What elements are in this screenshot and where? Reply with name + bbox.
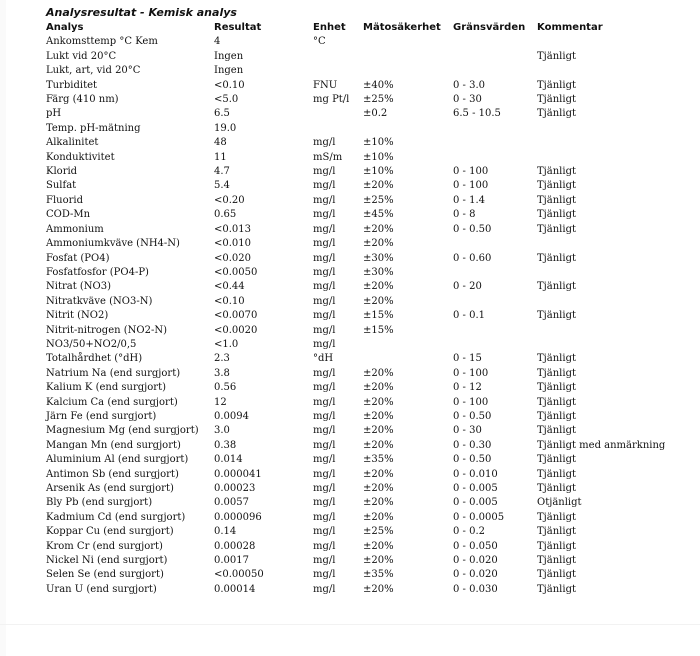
cell-kommentar: Tjänligt (537, 468, 576, 480)
cell-kommentar (537, 338, 667, 352)
table-row (46, 367, 667, 381)
cell-enhet (313, 107, 363, 121)
cell-analys: Nitratkväve (NO3-N) (46, 295, 153, 307)
cell-matosakerhet: ±35% (363, 569, 394, 581)
cell-matosakerhet: ±20% (363, 439, 394, 451)
cell-enhet: mg/l (313, 454, 336, 466)
cell-analys: Magnesium Mg (end surgjort) (46, 425, 199, 437)
cell-matosakerhet: ±20% (363, 410, 394, 422)
cell-matosakerhet: ±10% (363, 151, 394, 163)
table-row (46, 482, 667, 496)
header-gransvarden: Gränsvärden (453, 22, 526, 33)
cell-enhet: mg/l (313, 238, 336, 250)
cell-matosakerhet: ±15% (363, 324, 394, 336)
cell-resultat: 0.0017 (214, 555, 249, 567)
cell-gransvarden: 0 - 100 (453, 180, 489, 192)
cell-matosakerhet: ±20% (363, 382, 394, 394)
table-row (46, 324, 667, 338)
cell-kommentar: Tjänligt (537, 396, 576, 408)
cell-resultat: <0.10 (214, 79, 245, 91)
cell-kommentar: Tjänligt (537, 425, 576, 437)
cell-enhet: mg/l (313, 396, 336, 408)
cell-kommentar (537, 122, 667, 136)
cell-matosakerhet: ±20% (363, 583, 394, 595)
cell-matosakerhet (363, 64, 453, 78)
cell-analys: Antimon Sb (end surgjort) (46, 468, 179, 480)
cell-analys: Järn Fe (end surgjort) (46, 410, 157, 422)
cell-matosakerhet (363, 338, 453, 352)
cell-kommentar: Tjänligt med anmärkning (537, 439, 666, 451)
table-row (46, 93, 667, 107)
header-kommentar: Kommentar (537, 22, 603, 33)
table-row (46, 266, 667, 280)
cell-gransvarden: 0 - 0.0005 (453, 511, 505, 523)
cell-matosakerhet: ±20% (363, 238, 394, 250)
cell-gransvarden: 0 - 30 (453, 425, 482, 437)
cell-analys: COD-Mn (46, 209, 91, 221)
cell-enhet: mg/l (313, 166, 336, 178)
cell-resultat: 3.0 (214, 425, 230, 437)
cell-resultat: 0.56 (214, 382, 237, 394)
cell-resultat: <1.0 (214, 338, 239, 350)
cell-analys: Krom Cr (end surgjort) (46, 540, 163, 552)
cell-analys: Natrium Na (end surgjort) (46, 367, 181, 379)
cell-enhet (313, 64, 363, 78)
table-row (46, 165, 667, 179)
cell-enhet: FNU (313, 79, 338, 91)
table-row (46, 439, 667, 453)
table-header-row (46, 21, 667, 35)
table-row (46, 496, 667, 510)
cell-enhet: mS/m (313, 151, 343, 163)
cell-matosakerhet: ±40% (363, 79, 394, 91)
cell-analys: Aluminium Al (end surgjort) (46, 454, 189, 466)
cell-resultat: <5.0 (214, 94, 239, 106)
cell-resultat: 19.0 (214, 122, 237, 134)
cell-matosakerhet: ±20% (363, 223, 394, 235)
cell-gransvarden: 0 - 0.60 (453, 252, 492, 264)
table-row (46, 309, 667, 323)
cell-analys: Konduktivitet (46, 151, 115, 163)
cell-gransvarden: 0 - 0.2 (453, 526, 486, 538)
cell-gransvarden: 0 - 100 (453, 367, 489, 379)
cell-matosakerhet: ±10% (363, 137, 394, 149)
cell-gransvarden: 0 - 0.30 (453, 439, 492, 451)
cell-gransvarden: 0 - 0.020 (453, 569, 498, 581)
cell-gransvarden (453, 151, 537, 165)
cell-kommentar (537, 295, 667, 309)
cell-enhet: mg/l (313, 367, 336, 379)
cell-gransvarden: 0 - 100 (453, 396, 489, 408)
cell-resultat: 0.00023 (214, 483, 256, 494)
cell-kommentar: Tjänligt (537, 209, 576, 221)
cell-analys: Nickel Ni (end surgjort) (46, 555, 168, 567)
table-row (46, 136, 667, 150)
cell-analys: Temp. pH-mätning (46, 122, 141, 134)
cell-enhet: mg/l (313, 223, 336, 235)
cell-analys: Totalhårdhet (°dH) (46, 353, 143, 365)
table-row (46, 396, 667, 410)
cell-enhet: mg/l (313, 410, 336, 422)
cell-analys: Fosfat (PO4) (46, 252, 110, 264)
cell-kommentar: Tjänligt (537, 483, 576, 494)
table-row (46, 583, 667, 597)
cell-enhet: mg/l (313, 468, 336, 480)
table-row (46, 208, 667, 222)
cell-enhet: mg/l (313, 569, 336, 581)
cell-resultat: Ingen (214, 65, 244, 77)
cell-resultat: 12 (214, 396, 227, 408)
cell-kommentar (537, 266, 667, 280)
cell-analys: Koppar Cu (end surgjort) (46, 526, 174, 538)
cell-analys: Lukt, art, vid 20°C (46, 65, 141, 77)
table-row (46, 79, 667, 93)
cell-analys: Ammoniumkväve (NH4-N) (46, 238, 180, 250)
cell-gransvarden (453, 64, 537, 78)
cell-gransvarden: 0 - 8 (453, 209, 476, 221)
table-row (46, 194, 667, 208)
cell-resultat: <0.0070 (214, 310, 258, 322)
table-row (46, 280, 667, 294)
cell-kommentar: Tjänligt (537, 367, 576, 379)
cell-resultat: 3.8 (214, 367, 230, 379)
table-row (46, 151, 667, 165)
cell-resultat: 0.000041 (214, 468, 262, 480)
cell-analys: Nitrit (NO2) (46, 310, 109, 322)
cell-gransvarden: 0 - 0.020 (453, 555, 498, 567)
cell-gransvarden: 0 - 100 (453, 166, 489, 178)
cell-resultat: <0.10 (214, 295, 245, 307)
page-edge (0, 0, 6, 656)
table-row (46, 122, 667, 136)
header-matosakerhet: Mätosäkerhet (363, 22, 441, 33)
table-row (46, 50, 667, 64)
cell-analys: Bly Pb (end surgjort) (46, 497, 153, 509)
cell-matosakerhet: ±15% (363, 310, 394, 322)
table-row (46, 237, 667, 251)
cell-gransvarden: 0 - 0.005 (453, 483, 498, 494)
cell-resultat: <0.020 (214, 252, 252, 264)
table-row (46, 424, 667, 438)
table-row (46, 410, 667, 424)
cell-gransvarden: 0 - 20 (453, 281, 482, 293)
cell-matosakerhet: ±30% (363, 252, 394, 264)
cell-analys: Sulfat (46, 180, 77, 192)
cell-gransvarden: 0 - 3.0 (453, 79, 486, 91)
cell-kommentar: Tjänligt (537, 526, 576, 538)
cell-enhet: mg/l (313, 252, 336, 264)
cell-gransvarden (453, 295, 537, 309)
cell-resultat: 2.3 (214, 353, 230, 365)
cell-matosakerhet: ±20% (363, 540, 394, 552)
table-row (46, 381, 667, 395)
cell-analys: Lukt vid 20°C (46, 50, 117, 62)
cell-gransvarden: 0 - 0.005 (453, 497, 498, 509)
cell-resultat: 0.000096 (214, 511, 262, 523)
cell-enhet: °C (313, 36, 326, 48)
cell-enhet: mg/l (313, 382, 336, 394)
cell-matosakerhet (363, 122, 453, 136)
cell-resultat: <0.0020 (214, 324, 258, 336)
table-row (46, 35, 667, 49)
cell-enhet: mg/l (313, 324, 336, 336)
cell-matosakerhet (363, 352, 453, 366)
cell-gransvarden: 6.5 - 10.5 (453, 108, 501, 120)
cell-kommentar: Tjänligt (537, 540, 576, 552)
cell-analys: Fluorid (46, 194, 83, 206)
table-row (46, 568, 667, 582)
cell-kommentar: Tjänligt (537, 410, 576, 422)
cell-kommentar (537, 64, 667, 78)
cell-kommentar: Tjänligt (537, 353, 576, 365)
cell-kommentar (537, 324, 667, 338)
cell-matosakerhet: ±20% (363, 511, 394, 523)
cell-matosakerhet: ±35% (363, 454, 394, 466)
cell-matosakerhet: ±25% (363, 94, 394, 106)
cell-enhet: mg/l (313, 439, 336, 451)
cell-enhet: mg/l (313, 180, 336, 192)
cell-kommentar (537, 35, 667, 49)
cell-enhet: mg/l (313, 540, 336, 552)
cell-enhet: mg/l (313, 194, 336, 206)
table-body (46, 35, 667, 597)
cell-gransvarden (453, 266, 537, 280)
cell-resultat: 0.14 (214, 526, 237, 538)
table-row (46, 511, 667, 525)
cell-kommentar: Tjänligt (537, 108, 576, 120)
cell-kommentar: Tjänligt (537, 223, 576, 235)
cell-analys: Nitrat (NO3) (46, 281, 112, 293)
cell-resultat: 0.014 (214, 454, 243, 466)
cell-matosakerhet: ±20% (363, 483, 394, 494)
cell-matosakerhet: ±20% (363, 367, 394, 379)
cell-analys: Nitrit-nitrogen (NO2-N) (46, 324, 167, 336)
cell-matosakerhet: ±30% (363, 266, 394, 278)
table-row (46, 179, 667, 193)
cell-gransvarden (453, 324, 537, 338)
cell-kommentar: Tjänligt (537, 166, 576, 178)
cell-analys: Arsenik As (end surgjort) (46, 483, 174, 494)
header-analys: Analys (46, 22, 84, 33)
cell-gransvarden (453, 35, 537, 49)
cell-kommentar: Tjänligt (537, 583, 576, 595)
cell-enhet: mg/l (313, 137, 336, 149)
cell-enhet: mg/l (313, 526, 336, 538)
cell-analys: Ankomsttemp °C Kem (46, 36, 158, 48)
cell-resultat: 0.38 (214, 439, 237, 451)
cell-matosakerhet: ±20% (363, 396, 394, 408)
report-title: Analysresultat - Kemisk analys (46, 6, 237, 19)
cell-kommentar: Tjänligt (537, 94, 576, 106)
cell-resultat: 4.7 (214, 166, 230, 178)
cell-kommentar: Tjänligt (537, 252, 576, 264)
cell-enhet: mg/l (313, 555, 336, 567)
cell-gransvarden: 0 - 0.1 (453, 310, 486, 322)
cell-resultat: 0.65 (214, 209, 237, 221)
cell-kommentar (537, 136, 667, 150)
cell-resultat: <0.44 (214, 281, 245, 293)
table-row (46, 107, 667, 121)
cell-gransvarden: 0 - 0.50 (453, 223, 492, 235)
cell-analys: Kalcium Ca (end surgjort) (46, 396, 178, 408)
cell-enhet: mg/l (313, 281, 336, 293)
cell-kommentar: Tjänligt (537, 50, 576, 62)
cell-analys: Mangan Mn (end surgjort) (46, 439, 181, 451)
cell-gransvarden: 0 - 30 (453, 94, 482, 106)
table-row (46, 295, 667, 309)
cell-resultat: 0.00028 (214, 540, 256, 552)
cell-analys: Kadmium Cd (end surgjort) (46, 511, 186, 523)
cell-analys: Kalium K (end surgjort) (46, 382, 166, 394)
cell-resultat: 4 (214, 36, 221, 48)
cell-gransvarden (453, 136, 537, 150)
table-row (46, 453, 667, 467)
cell-kommentar: Tjänligt (537, 194, 576, 206)
cell-analys: NO3/50+NO2/0,5 (46, 338, 137, 350)
cell-kommentar: Otjänligt (537, 497, 582, 509)
cell-gransvarden: 0 - 12 (453, 382, 482, 394)
cell-matosakerhet: ±20% (363, 281, 394, 293)
cell-kommentar: Tjänligt (537, 79, 576, 91)
cell-matosakerhet: ±20% (363, 180, 394, 192)
table-row (46, 352, 667, 366)
cell-resultat: Ingen (214, 50, 244, 62)
cell-analys: Fosfatfosfor (PO4-P) (46, 266, 149, 278)
analysis-table (46, 21, 667, 597)
cell-enhet: mg/l (313, 295, 336, 307)
cell-matosakerhet: ±20% (363, 468, 394, 480)
cell-kommentar: Tjänligt (537, 569, 576, 581)
cell-matosakerhet: ±20% (363, 497, 394, 509)
table-row (46, 64, 667, 78)
cell-kommentar: Tjänligt (537, 281, 576, 293)
cell-matosakerhet: ±20% (363, 555, 394, 567)
cell-enhet: mg/l (313, 511, 336, 523)
cell-resultat: 6.5 (214, 108, 230, 120)
cell-kommentar (537, 237, 667, 251)
cell-resultat: 0.0057 (214, 497, 249, 509)
cell-kommentar (537, 151, 667, 165)
cell-gransvarden (453, 50, 537, 64)
cell-gransvarden: 0 - 0.050 (453, 540, 498, 552)
cell-matosakerhet: ±20% (363, 425, 394, 437)
cell-matosakerhet: ±45% (363, 209, 394, 221)
cell-kommentar: Tjänligt (537, 310, 576, 322)
cell-kommentar: Tjänligt (537, 511, 576, 523)
cell-gransvarden: 0 - 1.4 (453, 194, 486, 206)
header-enhet: Enhet (313, 22, 346, 33)
table-row (46, 223, 667, 237)
cell-resultat: 5.4 (214, 180, 230, 192)
cell-resultat: 0.0094 (214, 410, 249, 422)
table-row (46, 338, 667, 352)
cell-matosakerhet: ±25% (363, 194, 394, 206)
cell-matosakerhet (363, 50, 453, 64)
cell-analys: Uran U (end surgjort) (46, 583, 157, 595)
cell-gransvarden: 0 - 0.50 (453, 410, 492, 422)
table-row (46, 525, 667, 539)
table-row (46, 554, 667, 568)
cell-analys: Alkalinitet (46, 137, 99, 149)
cell-enhet: mg/l (313, 483, 336, 494)
page-bottom-rule (0, 624, 700, 625)
cell-enhet: mg/l (313, 583, 336, 595)
cell-resultat: 48 (214, 137, 227, 149)
cell-enhet (313, 122, 363, 136)
cell-kommentar: Tjänligt (537, 555, 576, 567)
table-row (46, 252, 667, 266)
cell-resultat: <0.0050 (214, 266, 258, 278)
cell-kommentar: Tjänligt (537, 180, 576, 192)
table-row (46, 468, 667, 482)
table-row (46, 540, 667, 554)
cell-enhet (313, 50, 363, 64)
cell-resultat: <0.00050 (214, 569, 264, 581)
cell-enhet: mg/l (313, 209, 336, 221)
cell-analys: Klorid (46, 166, 78, 178)
cell-matosakerhet: ±0.2 (363, 108, 388, 120)
cell-analys: Turbiditet (46, 79, 98, 91)
cell-matosakerhet (363, 35, 453, 49)
cell-enhet: mg/l (313, 425, 336, 437)
cell-matosakerhet: ±10% (363, 166, 394, 178)
cell-matosakerhet: ±20% (363, 295, 394, 307)
cell-gransvarden: 0 - 0.010 (453, 468, 498, 480)
cell-matosakerhet: ±25% (363, 526, 394, 538)
cell-enhet: °dH (313, 353, 334, 365)
cell-gransvarden: 0 - 15 (453, 353, 482, 365)
cell-gransvarden (453, 338, 537, 352)
cell-gransvarden (453, 122, 537, 136)
cell-gransvarden: 0 - 0.030 (453, 583, 498, 595)
cell-kommentar: Tjänligt (537, 382, 576, 394)
cell-kommentar: Tjänligt (537, 454, 576, 466)
cell-enhet: mg/l (313, 310, 336, 322)
cell-enhet: mg/l (313, 338, 336, 350)
cell-analys: Färg (410 nm) (46, 94, 119, 106)
cell-analys: Ammonium (46, 223, 104, 235)
cell-enhet: mg Pt/l (313, 94, 350, 106)
header-resultat: Resultat (214, 22, 262, 33)
cell-gransvarden (453, 237, 537, 251)
cell-analys: pH (46, 108, 62, 120)
cell-analys: Selen Se (end surgjort) (46, 569, 164, 581)
cell-resultat: 11 (214, 151, 227, 163)
cell-resultat: <0.20 (214, 194, 245, 206)
cell-resultat: 0.00014 (214, 583, 256, 595)
cell-gransvarden: 0 - 0.50 (453, 454, 492, 466)
cell-resultat: <0.013 (214, 223, 252, 235)
cell-enhet: mg/l (313, 497, 336, 509)
cell-resultat: <0.010 (214, 238, 252, 250)
cell-enhet: mg/l (313, 266, 336, 278)
